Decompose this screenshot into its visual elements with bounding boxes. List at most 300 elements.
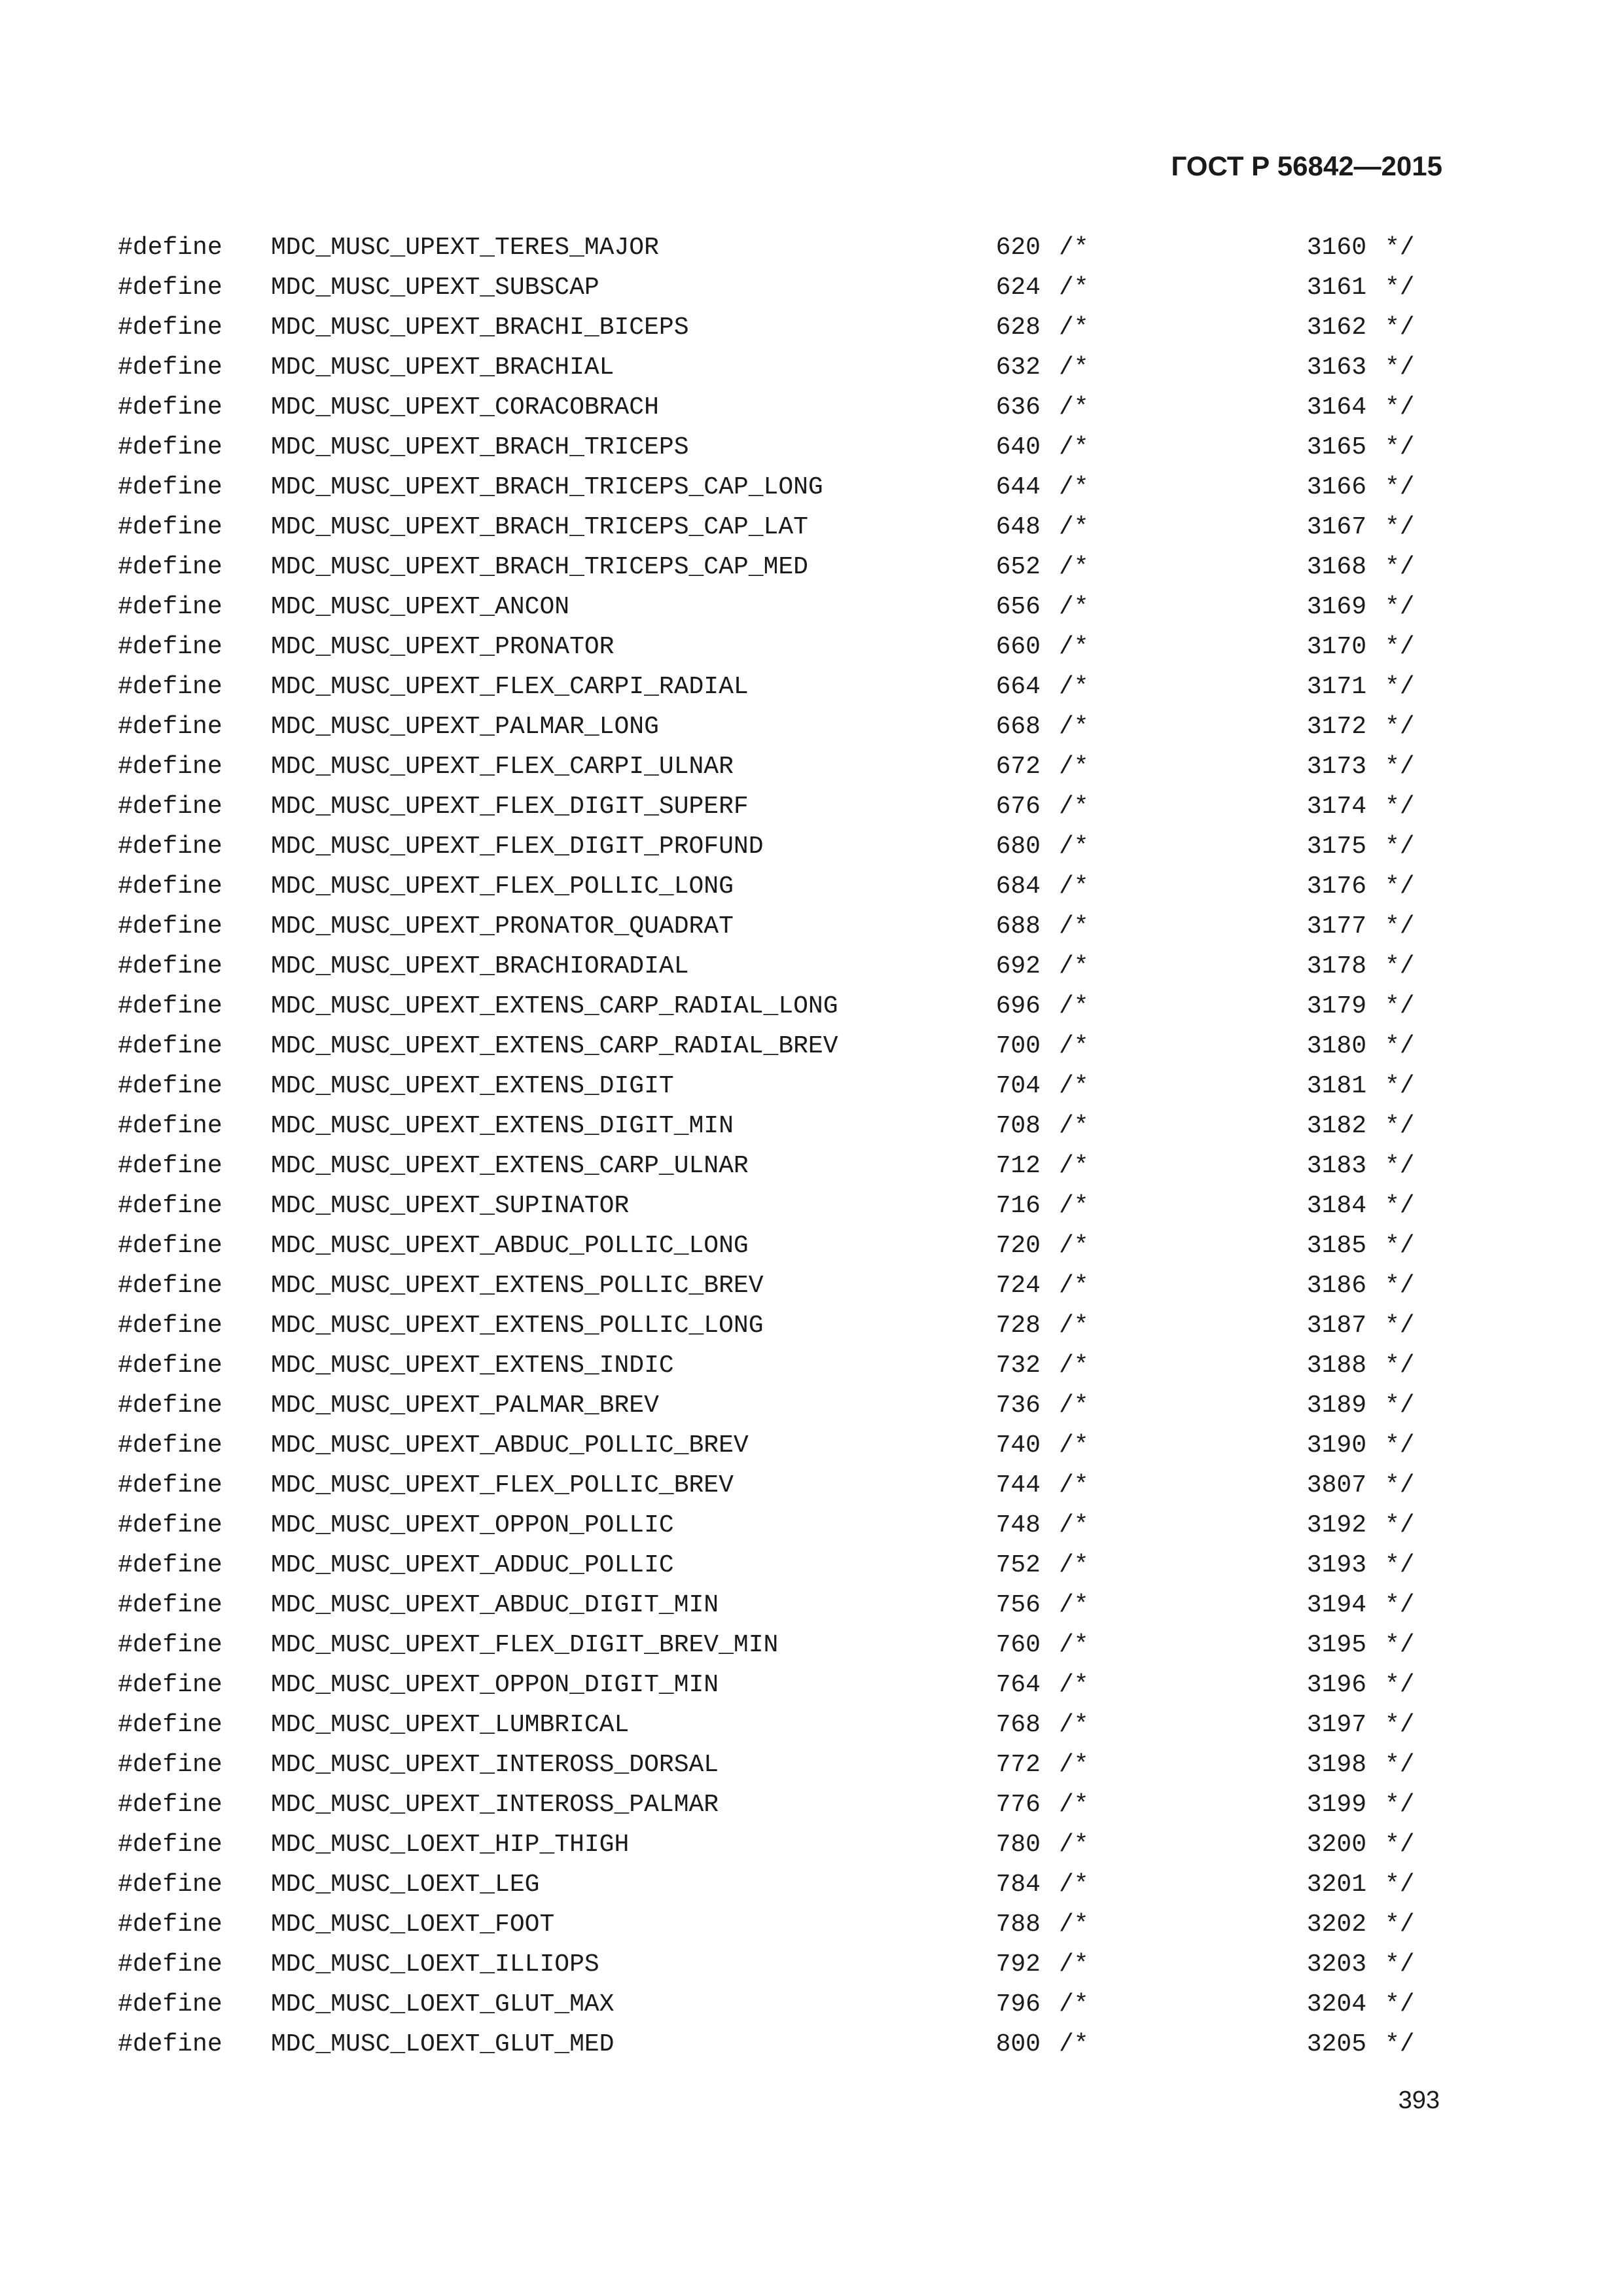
define-line xyxy=(0,946,1623,986)
macro-name: MDC_MUSC_UPEXT_PALMAR_BREV xyxy=(271,1391,659,1420)
comment-close: */ xyxy=(1385,1591,1415,1619)
comment-code: 3166 xyxy=(1306,473,1366,501)
comment-code: 3170 xyxy=(1306,633,1366,661)
macro-value: 644 xyxy=(995,473,1041,501)
macro-value: 744 xyxy=(995,1471,1041,1499)
macro-name: MDC_MUSC_UPEXT_CORACOBRACH xyxy=(271,393,659,422)
comment-code: 3168 xyxy=(1306,553,1366,581)
comment-close: */ xyxy=(1385,1471,1415,1499)
macro-name: MDC_MUSC_UPEXT_BRACH_TRICEPS xyxy=(271,433,689,461)
macro-value: 724 xyxy=(995,1272,1041,1300)
comment-close: */ xyxy=(1385,1950,1415,1979)
comment-code: 3197 xyxy=(1306,1711,1366,1739)
comment-open: /* xyxy=(1059,353,1089,382)
comment-close: */ xyxy=(1385,1671,1415,1699)
macro-value: 652 xyxy=(995,553,1041,581)
define-line xyxy=(0,986,1623,1026)
comment-close: */ xyxy=(1385,1272,1415,1300)
macro-value: 700 xyxy=(995,1032,1041,1060)
macro-value: 716 xyxy=(995,1192,1041,1220)
comment-close: */ xyxy=(1385,633,1415,661)
define-line xyxy=(0,507,1623,547)
comment-code: 3201 xyxy=(1306,1871,1366,1899)
macro-value: 708 xyxy=(995,1112,1041,1140)
define-line xyxy=(0,1106,1623,1146)
comment-close: */ xyxy=(1385,1072,1415,1100)
comment-close: */ xyxy=(1385,1312,1415,1340)
macro-name: MDC_MUSC_UPEXT_SUBSCAP xyxy=(271,274,599,302)
define-line xyxy=(0,1346,1623,1386)
comment-open: /* xyxy=(1059,1471,1089,1499)
macro-value: 680 xyxy=(995,833,1041,861)
define-line xyxy=(0,1865,1623,1905)
macro-name: MDC_MUSC_UPEXT_EXTENS_DIGIT xyxy=(271,1072,674,1100)
define-directive: #define xyxy=(118,314,223,342)
define-directive: #define xyxy=(118,1990,223,2018)
comment-code: 3203 xyxy=(1306,1950,1366,1979)
define-line xyxy=(0,427,1623,467)
macro-value: 800 xyxy=(995,2030,1041,2058)
macro-name: MDC_MUSC_UPEXT_FLEX_DIGIT_PROFUND xyxy=(271,833,764,861)
comment-open: /* xyxy=(1059,1831,1089,1859)
comment-code: 3173 xyxy=(1306,753,1366,781)
macro-value: 692 xyxy=(995,952,1041,980)
comment-close: */ xyxy=(1385,1511,1415,1539)
comment-close: */ xyxy=(1385,1551,1415,1579)
comment-code: 3161 xyxy=(1306,274,1366,302)
comment-close: */ xyxy=(1385,1431,1415,1460)
define-directive: #define xyxy=(118,952,223,980)
define-directive: #define xyxy=(118,234,223,262)
comment-open: /* xyxy=(1059,1631,1089,1659)
define-line xyxy=(0,228,1623,268)
comment-open: /* xyxy=(1059,1751,1089,1779)
comment-code: 3202 xyxy=(1306,1910,1366,1939)
macro-name: MDC_MUSC_UPEXT_SUPINATOR xyxy=(271,1192,630,1220)
macro-name: MDC_MUSC_UPEXT_BRACH_TRICEPS_CAP_MED xyxy=(271,553,808,581)
define-directive: #define xyxy=(118,912,223,941)
comment-close: */ xyxy=(1385,753,1415,781)
comment-code: 3164 xyxy=(1306,393,1366,422)
comment-code: 3198 xyxy=(1306,1751,1366,1779)
macro-value: 688 xyxy=(995,912,1041,941)
comment-open: /* xyxy=(1059,473,1089,501)
comment-open: /* xyxy=(1059,1352,1089,1380)
define-line xyxy=(0,1426,1623,1465)
macro-value: 752 xyxy=(995,1551,1041,1579)
comment-code: 3204 xyxy=(1306,1990,1366,2018)
macro-name: MDC_MUSC_UPEXT_EXTENS_INDIC xyxy=(271,1352,674,1380)
define-directive: #define xyxy=(118,1072,223,1100)
macro-name: MDC_MUSC_UPEXT_INTEROSS_PALMAR xyxy=(271,1791,719,1819)
macro-value: 648 xyxy=(995,513,1041,541)
macro-name: MDC_MUSC_UPEXT_ABDUC_POLLIC_LONG xyxy=(271,1232,749,1260)
macro-value: 792 xyxy=(995,1950,1041,1979)
comment-code: 3200 xyxy=(1306,1831,1366,1859)
comment-open: /* xyxy=(1059,314,1089,342)
define-directive: #define xyxy=(118,1511,223,1539)
macro-name: MDC_MUSC_UPEXT_LUMBRICAL xyxy=(271,1711,630,1739)
comment-close: */ xyxy=(1385,1631,1415,1659)
comment-code: 3167 xyxy=(1306,513,1366,541)
comment-close: */ xyxy=(1385,513,1415,541)
macro-name: MDC_MUSC_UPEXT_FLEX_CARPI_ULNAR xyxy=(271,753,734,781)
comment-open: /* xyxy=(1059,793,1089,821)
macro-value: 664 xyxy=(995,673,1041,701)
define-directive: #define xyxy=(118,433,223,461)
macro-name: MDC_MUSC_LOEXT_GLUT_MED xyxy=(271,2030,615,2058)
define-directive: #define xyxy=(118,1152,223,1180)
comment-close: */ xyxy=(1385,713,1415,741)
macro-value: 660 xyxy=(995,633,1041,661)
macro-name: MDC_MUSC_UPEXT_ABDUC_DIGIT_MIN xyxy=(271,1591,719,1619)
define-directive: #define xyxy=(118,1871,223,1899)
macro-value: 704 xyxy=(995,1072,1041,1100)
define-directive: #define xyxy=(118,633,223,661)
macro-name: MDC_MUSC_UPEXT_BRACHI_BICEPS xyxy=(271,314,689,342)
define-line xyxy=(0,467,1623,507)
macro-value: 620 xyxy=(995,234,1041,262)
comment-code: 3186 xyxy=(1306,1272,1366,1300)
comment-open: /* xyxy=(1059,593,1089,621)
macro-name: MDC_MUSC_UPEXT_EXTENS_CARP_ULNAR xyxy=(271,1152,749,1180)
define-directive: #define xyxy=(118,1751,223,1779)
macro-name: MDC_MUSC_UPEXT_OPPON_DIGIT_MIN xyxy=(271,1671,719,1699)
define-line xyxy=(0,1146,1623,1186)
comment-code: 3181 xyxy=(1306,1072,1366,1100)
comment-open: /* xyxy=(1059,912,1089,941)
macro-name: MDC_MUSC_UPEXT_PRONATOR_QUADRAT xyxy=(271,912,734,941)
define-line xyxy=(0,2024,1623,2064)
define-directive: #define xyxy=(118,1551,223,1579)
comment-code: 3185 xyxy=(1306,1232,1366,1260)
comment-open: /* xyxy=(1059,1551,1089,1579)
comment-close: */ xyxy=(1385,353,1415,382)
comment-close: */ xyxy=(1385,393,1415,422)
comment-open: /* xyxy=(1059,1431,1089,1460)
macro-value: 676 xyxy=(995,793,1041,821)
comment-close: */ xyxy=(1385,673,1415,701)
define-line xyxy=(0,1026,1623,1066)
comment-close: */ xyxy=(1385,234,1415,262)
define-directive: #define xyxy=(118,1032,223,1060)
define-directive: #define xyxy=(118,513,223,541)
define-line xyxy=(0,1186,1623,1226)
define-line xyxy=(0,547,1623,587)
define-directive: #define xyxy=(118,673,223,701)
comment-open: /* xyxy=(1059,1152,1089,1180)
define-directive: #define xyxy=(118,1671,223,1699)
comment-close: */ xyxy=(1385,1711,1415,1739)
macro-value: 740 xyxy=(995,1431,1041,1460)
macro-name: MDC_MUSC_UPEXT_BRACH_TRICEPS_CAP_LONG xyxy=(271,473,823,501)
comment-open: /* xyxy=(1059,1391,1089,1420)
macro-value: 776 xyxy=(995,1791,1041,1819)
macro-name: MDC_MUSC_UPEXT_BRACHIORADIAL xyxy=(271,952,689,980)
comment-open: /* xyxy=(1059,1192,1089,1220)
comment-code: 3178 xyxy=(1306,952,1366,980)
macro-name: MDC_MUSC_LOEXT_GLUT_MAX xyxy=(271,1990,615,2018)
comment-code: 3183 xyxy=(1306,1152,1366,1180)
define-line xyxy=(0,1945,1623,1984)
comment-open: /* xyxy=(1059,513,1089,541)
macro-name: MDC_MUSC_UPEXT_EXTENS_POLLIC_BREV xyxy=(271,1272,764,1300)
macro-name: MDC_MUSC_UPEXT_BRACHIAL xyxy=(271,353,615,382)
define-directive: #define xyxy=(118,793,223,821)
comment-close: */ xyxy=(1385,1871,1415,1899)
comment-code: 3199 xyxy=(1306,1791,1366,1819)
comment-open: /* xyxy=(1059,1232,1089,1260)
macro-value: 640 xyxy=(995,433,1041,461)
comment-code: 3176 xyxy=(1306,872,1366,901)
define-line xyxy=(0,1625,1623,1665)
comment-close: */ xyxy=(1385,2030,1415,2058)
define-directive: #define xyxy=(118,473,223,501)
comment-open: /* xyxy=(1059,1312,1089,1340)
comment-open: /* xyxy=(1059,393,1089,422)
document-header-title: ГОСТ Р 56842—2015 xyxy=(1171,151,1442,181)
define-line xyxy=(0,1705,1623,1745)
define-directive: #define xyxy=(118,2030,223,2058)
macro-name: MDC_MUSC_UPEXT_PALMAR_LONG xyxy=(271,713,659,741)
comment-code: 3184 xyxy=(1306,1192,1366,1220)
macro-name: MDC_MUSC_UPEXT_EXTENS_DIGIT_MIN xyxy=(271,1112,734,1140)
macro-value: 684 xyxy=(995,872,1041,901)
comment-open: /* xyxy=(1059,234,1089,262)
macro-value: 736 xyxy=(995,1391,1041,1420)
define-directive: #define xyxy=(118,593,223,621)
define-line xyxy=(0,667,1623,707)
comment-close: */ xyxy=(1385,1391,1415,1420)
define-directive: #define xyxy=(118,1232,223,1260)
define-directive: #define xyxy=(118,353,223,382)
comment-open: /* xyxy=(1059,1591,1089,1619)
page-number: 393 xyxy=(1398,2087,1440,2114)
comment-code: 3165 xyxy=(1306,433,1366,461)
comment-close: */ xyxy=(1385,1791,1415,1819)
comment-code: 3192 xyxy=(1306,1511,1366,1539)
comment-code: 3175 xyxy=(1306,833,1366,861)
macro-value: 696 xyxy=(995,992,1041,1020)
define-listing xyxy=(0,228,1623,2064)
define-line xyxy=(0,268,1623,308)
comment-open: /* xyxy=(1059,1072,1089,1100)
comment-close: */ xyxy=(1385,314,1415,342)
define-directive: #define xyxy=(118,1791,223,1819)
macro-name: MDC_MUSC_UPEXT_EXTENS_POLLIC_LONG xyxy=(271,1312,764,1340)
macro-name: MDC_MUSC_UPEXT_ADDUC_POLLIC xyxy=(271,1551,674,1579)
comment-open: /* xyxy=(1059,1791,1089,1819)
macro-value: 764 xyxy=(995,1671,1041,1699)
define-line xyxy=(0,867,1623,906)
comment-open: /* xyxy=(1059,1711,1089,1739)
define-line xyxy=(0,627,1623,667)
macro-value: 748 xyxy=(995,1511,1041,1539)
comment-code: 3194 xyxy=(1306,1591,1366,1619)
define-line xyxy=(0,1386,1623,1426)
comment-close: */ xyxy=(1385,1751,1415,1779)
define-line xyxy=(0,1465,1623,1505)
comment-open: /* xyxy=(1059,1950,1089,1979)
define-directive: #define xyxy=(118,1831,223,1859)
define-line xyxy=(0,787,1623,827)
comment-close: */ xyxy=(1385,274,1415,302)
comment-open: /* xyxy=(1059,753,1089,781)
define-directive: #define xyxy=(118,1591,223,1619)
define-line xyxy=(0,1545,1623,1585)
define-directive: #define xyxy=(118,1950,223,1979)
comment-code: 3205 xyxy=(1306,2030,1366,2058)
define-directive: #define xyxy=(118,1431,223,1460)
macro-value: 732 xyxy=(995,1352,1041,1380)
comment-code: 3193 xyxy=(1306,1551,1366,1579)
comment-close: */ xyxy=(1385,1990,1415,2018)
comment-close: */ xyxy=(1385,912,1415,941)
comment-code: 3174 xyxy=(1306,793,1366,821)
comment-code: 3196 xyxy=(1306,1671,1366,1699)
define-directive: #define xyxy=(118,393,223,422)
macro-value: 772 xyxy=(995,1751,1041,1779)
macro-value: 728 xyxy=(995,1312,1041,1340)
define-line xyxy=(0,1226,1623,1266)
macro-name: MDC_MUSC_UPEXT_PRONATOR xyxy=(271,633,615,661)
comment-code: 3807 xyxy=(1306,1471,1366,1499)
comment-close: */ xyxy=(1385,433,1415,461)
macro-value: 624 xyxy=(995,274,1041,302)
comment-code: 3169 xyxy=(1306,593,1366,621)
macro-value: 656 xyxy=(995,593,1041,621)
comment-open: /* xyxy=(1059,833,1089,861)
comment-close: */ xyxy=(1385,1152,1415,1180)
define-line xyxy=(0,348,1623,387)
comment-code: 3171 xyxy=(1306,673,1366,701)
macro-name: MDC_MUSC_UPEXT_FLEX_DIGIT_BREV_MIN xyxy=(271,1631,779,1659)
macro-name: MDC_MUSC_UPEXT_OPPON_POLLIC xyxy=(271,1511,674,1539)
comment-open: /* xyxy=(1059,274,1089,302)
comment-open: /* xyxy=(1059,553,1089,581)
define-line xyxy=(0,1984,1623,2024)
comment-close: */ xyxy=(1385,1910,1415,1939)
comment-open: /* xyxy=(1059,1272,1089,1300)
macro-name: MDC_MUSC_UPEXT_ANCON xyxy=(271,593,570,621)
define-directive: #define xyxy=(118,1192,223,1220)
macro-value: 788 xyxy=(995,1910,1041,1939)
comment-close: */ xyxy=(1385,1192,1415,1220)
define-line xyxy=(0,1665,1623,1705)
define-directive: #define xyxy=(118,1910,223,1939)
macro-name: MDC_MUSC_UPEXT_EXTENS_CARP_RADIAL_LONG xyxy=(271,992,838,1020)
define-directive: #define xyxy=(118,274,223,302)
define-directive: #define xyxy=(118,1112,223,1140)
define-line xyxy=(0,308,1623,348)
define-directive: #define xyxy=(118,992,223,1020)
macro-value: 632 xyxy=(995,353,1041,382)
define-line xyxy=(0,387,1623,427)
define-directive: #define xyxy=(118,872,223,901)
comment-code: 3195 xyxy=(1306,1631,1366,1659)
define-line xyxy=(0,1825,1623,1865)
macro-name: MDC_MUSC_UPEXT_FLEX_POLLIC_BREV xyxy=(271,1471,734,1499)
comment-code: 3180 xyxy=(1306,1032,1366,1060)
macro-value: 768 xyxy=(995,1711,1041,1739)
comment-open: /* xyxy=(1059,1990,1089,2018)
macro-name: MDC_MUSC_UPEXT_TERES_MAJOR xyxy=(271,234,659,262)
comment-open: /* xyxy=(1059,872,1089,901)
comment-code: 3187 xyxy=(1306,1312,1366,1340)
comment-open: /* xyxy=(1059,952,1089,980)
macro-name: MDC_MUSC_UPEXT_ABDUC_POLLIC_BREV xyxy=(271,1431,749,1460)
comment-code: 3160 xyxy=(1306,234,1366,262)
macro-value: 796 xyxy=(995,1990,1041,2018)
macro-name: MDC_MUSC_LOEXT_ILLIOPS xyxy=(271,1950,599,1979)
define-directive: #define xyxy=(118,1272,223,1300)
define-line xyxy=(0,827,1623,867)
comment-close: */ xyxy=(1385,1112,1415,1140)
macro-value: 784 xyxy=(995,1871,1041,1899)
define-directive: #define xyxy=(118,1352,223,1380)
define-line xyxy=(0,1066,1623,1106)
macro-value: 760 xyxy=(995,1631,1041,1659)
comment-open: /* xyxy=(1059,1511,1089,1539)
define-line xyxy=(0,1505,1623,1545)
macro-name: MDC_MUSC_UPEXT_FLEX_DIGIT_SUPERF xyxy=(271,793,749,821)
comment-open: /* xyxy=(1059,433,1089,461)
comment-code: 3179 xyxy=(1306,992,1366,1020)
comment-code: 3163 xyxy=(1306,353,1366,382)
macro-value: 720 xyxy=(995,1232,1041,1260)
define-directive: #define xyxy=(118,1631,223,1659)
comment-close: */ xyxy=(1385,1831,1415,1859)
macro-value: 668 xyxy=(995,713,1041,741)
define-line xyxy=(0,1785,1623,1825)
comment-open: /* xyxy=(1059,1112,1089,1140)
comment-open: /* xyxy=(1059,2030,1089,2058)
comment-open: /* xyxy=(1059,633,1089,661)
comment-code: 3162 xyxy=(1306,314,1366,342)
macro-name: MDC_MUSC_UPEXT_FLEX_POLLIC_LONG xyxy=(271,872,734,901)
macro-name: MDC_MUSC_UPEXT_BRACH_TRICEPS_CAP_LAT xyxy=(271,513,808,541)
comment-code: 3189 xyxy=(1306,1391,1366,1420)
comment-code: 3190 xyxy=(1306,1431,1366,1460)
comment-code: 3172 xyxy=(1306,713,1366,741)
macro-value: 756 xyxy=(995,1591,1041,1619)
define-line xyxy=(0,1306,1623,1346)
comment-close: */ xyxy=(1385,1352,1415,1380)
comment-open: /* xyxy=(1059,1032,1089,1060)
define-directive: #define xyxy=(118,713,223,741)
comment-close: */ xyxy=(1385,872,1415,901)
macro-name: MDC_MUSC_LOEXT_FOOT xyxy=(271,1910,555,1939)
macro-value: 672 xyxy=(995,753,1041,781)
define-directive: #define xyxy=(118,553,223,581)
comment-open: /* xyxy=(1059,1671,1089,1699)
comment-close: */ xyxy=(1385,1032,1415,1060)
comment-open: /* xyxy=(1059,1910,1089,1939)
comment-open: /* xyxy=(1059,1871,1089,1899)
comment-close: */ xyxy=(1385,553,1415,581)
macro-value: 780 xyxy=(995,1831,1041,1859)
macro-value: 628 xyxy=(995,314,1041,342)
comment-close: */ xyxy=(1385,952,1415,980)
macro-value: 636 xyxy=(995,393,1041,422)
comment-code: 3182 xyxy=(1306,1112,1366,1140)
define-line xyxy=(0,1585,1623,1625)
comment-open: /* xyxy=(1059,713,1089,741)
define-directive: #define xyxy=(118,1471,223,1499)
macro-name: MDC_MUSC_LOEXT_HIP_THIGH xyxy=(271,1831,630,1859)
macro-name: MDC_MUSC_UPEXT_INTEROSS_DORSAL xyxy=(271,1751,719,1779)
comment-close: */ xyxy=(1385,992,1415,1020)
